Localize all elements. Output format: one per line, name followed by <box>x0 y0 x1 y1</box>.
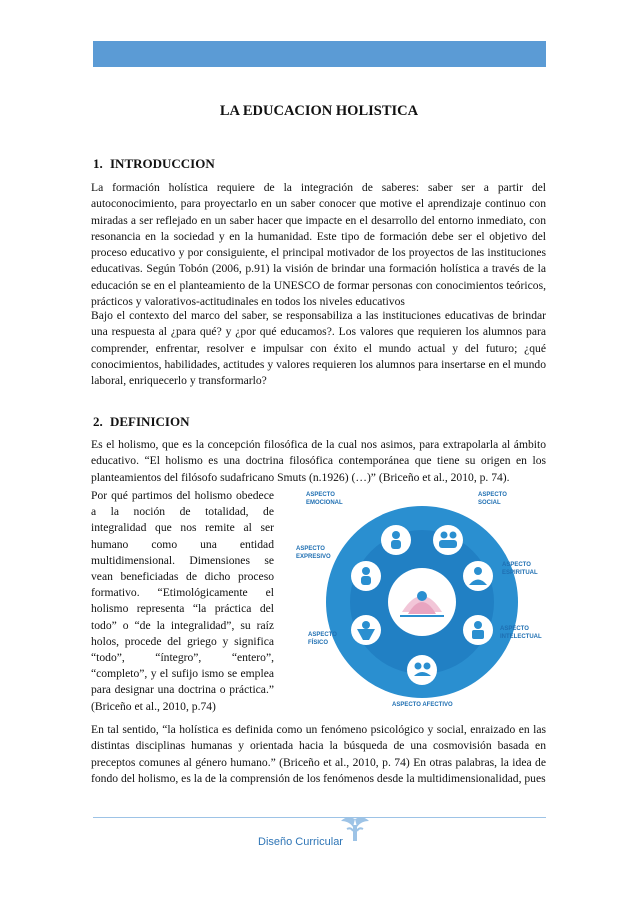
definition-paragraph-3: En tal sentido, “la holística es definida como un fenómeno psicológico y social, enraizado en las distintas disciplinas humanas y orientada hacia la búsqueda de una cosmovisión basada en preceptos comunes al género humano.” (Briceño et al., 2010, p. 74) En otras palabras, la idea de fondo del holismo, es la de la comprensión de los fenómenos desde la multidimensionalidad, pues <box>91 723 546 785</box>
label-afectivo: ASPECTO AFECTIVO <box>392 702 453 708</box>
label-expresivo-1: ASPECTO <box>296 546 325 552</box>
label-emocional-1: ASPECTO <box>306 492 335 498</box>
label-intelectual-1: ASPECTO <box>500 626 529 632</box>
footer-label: Diseño Curricular <box>258 836 343 848</box>
label-social-2: SOCIAL <box>478 500 501 506</box>
section-heading-introduccion: INTRODUCCION <box>110 156 215 171</box>
holistic-aspects-diagram <box>296 484 548 712</box>
label-fisico-2: FÍSICO <box>308 640 329 646</box>
intro-paragraph-1: La formación holística requiere de la integración de saberes: saber ser a partir del autoconocimiento, para proyectarlo en un saber conocer que motive el aprendizaje continuo con miradas a ser reflejado en un saber hacer que impacte en el desarrollo del entorno inmediato, con resonancia en la sociedad y en la humanidad. Este tipo de formación debe ser el objetivo del proceso educativo y por consiguiente, el principal motivador de los proyectos de las instituciones educativas. Según Tobón (2006, p.91) la visión de brindar una formación holística a través de la educación se en el planteamiento de la UNESCO de formar personas con conocimientos teóricos, prácticos y valorativos-actitudinales en todos los niveles educativos <box>91 181 546 309</box>
label-espiritual-2: ESPIRITUAL <box>502 570 538 576</box>
section-number-1: 1. <box>93 156 103 171</box>
label-emocional-2: EMOCIONAL <box>306 500 343 506</box>
label-expresivo-2: EXPRESIVO <box>296 554 331 560</box>
intro-paragraph-2: Bajo el contexto del marco del saber, se responsabiliza a las instituciones educativas de brindar una respuesta al ¿para qué? y ¿por qué educamos?. Los valores que requieren los alumnos para comprender, enfrentar, resolver e impulsar con éxito el mundo actual y del futuro; ¿qué conocimientos, habilidades, actitudes y valores requieren los alumnos para insertarse en el mundo laboral, enriquecerlo y transformarlo? <box>91 309 546 388</box>
footer-divider <box>93 817 546 818</box>
label-espiritual-1: ASPECTO <box>502 562 531 568</box>
spiritual-icon <box>463 561 493 591</box>
affective-icon <box>407 655 437 685</box>
label-fisico-1: ASPECTO <box>308 632 337 638</box>
page-title: LA EDUCACION HOLISTICA <box>219 103 419 119</box>
definition-paragraph-2: Por qué partimos del holismo obedece a la noción de totalidad, de integralidad que nos remite al ser humano como una entidad multidimensional. Dimensiones se vean beneficiadas de dicho proceso formativo. “Etimológicamente el holismo representa “la práctica del todo” o “de la integralidad”, su raíz holos, procede del griego y significa “todo”, “íntegro”, “entero”, “completo”, y el sufijo ismo se emplea para designar una doctrina o práctica.” (Briceño et al., 2010, p.74) <box>91 489 274 713</box>
label-social-1: ASPECTO <box>478 492 507 498</box>
section-number-2: 2. <box>93 414 103 429</box>
label-intelectual-2: INTELECTUAL <box>500 634 542 640</box>
section-heading-definicion: DEFINICION <box>110 414 190 429</box>
definition-paragraph-1: Es el holismo, que es la concepción filosófica de la cual nos asimos, para extrapolarla al ámbito educativo. “El holismo es una doctrina filosófica contemporánea que tiene su origen en los planteamientos del filósofo sudafricano Smuts (n.1926) (…)” (Briceño et al., 2010, p. 74). <box>91 438 546 484</box>
header-bar <box>93 41 546 67</box>
